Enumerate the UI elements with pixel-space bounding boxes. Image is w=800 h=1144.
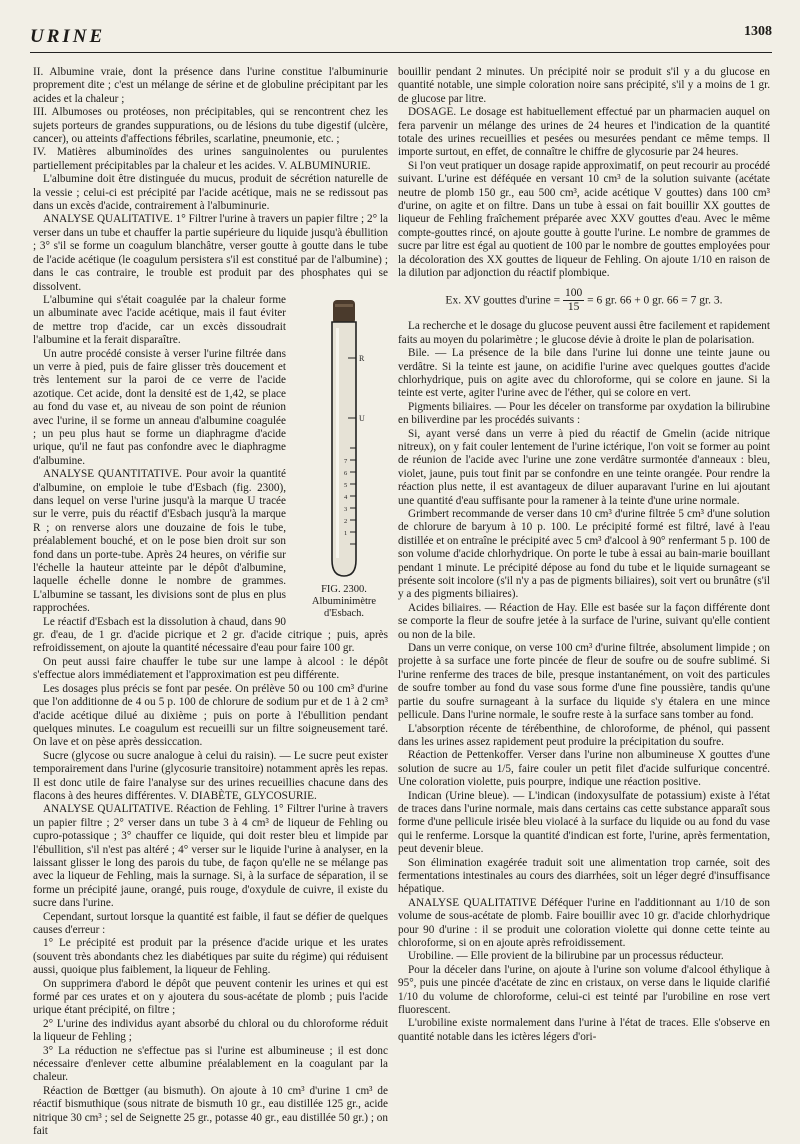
paragraph: III. Albumoses ou protéoses, non précipitables, qui se rencontrent chez les sujets porteurs de grandes suppurations, ou de lésions du tube digestif (ulcère, cancer), ou atteints d'affections fébriles, scarlatine, pneumonie, etc. ; (33, 106, 388, 146)
paragraph: L'absorption récente de térébenthine, de chloroforme, de phénol, qui passent dans les urines assez rapidement peut produire la précipitation du soufre. (398, 722, 770, 748)
right-column (398, 66, 770, 1138)
paragraph: La recherche et le dosage du glucose peuvent aussi être facilement et rapidement faits au moyen du polarimètre ; le glucose dévie à droite le plan de polarisation. (398, 320, 770, 346)
figure-caption: FIG. 2300. Albuminimètre d'Esbach. (311, 583, 377, 619)
paragraph: L'albumine doit être distinguée du mucus, produit de sécrétion naturelle de la vessie ; celui-ci est précipité par l'acide acétique, mais ne se redissout pas dans un excès d'acide, contrairement à l'albuminurie. (33, 173, 388, 213)
formula-prefix: Ex. XV gouttes d'urine = (445, 294, 561, 307)
paragraph: 3° La réduction ne s'effectue pas si l'urine est albumineuse ; il est donc nécessaire d'enlever cette albumine préalablement en la coagulant par la chaleur. (33, 1044, 388, 1084)
scale-label: 5 (344, 481, 348, 489)
paragraph: DOSAGE. Le dosage est habituellement effectué par un pharmacien auquel on fera parvenir un mélange des urines de 24 heures et l'indication de la quantité totale des urines recueillies et pesées ou mesurées pendant ce même temps. Il importe surtout, en effet, de connaître le chiffre de glycosurie par 24 heures. (398, 106, 770, 159)
scale-label: 7 (344, 457, 348, 465)
running-head: URINE (30, 26, 106, 47)
paragraph: Dans un verre conique, on verse 100 cm³ d'urine filtrée, absolument limpide ; on projette à sa surface une forte pincée de fleur de soufre ou de soufre sublimé. Si l'urine renferme des traces de bile, presque instantanément, on voit des particules de soufre tomber au fond du vase sous forme d'une fine poussière, tandis qu'une partie du soufre surnageant à la surface du liquide s'y étalera en une mince pellicule. Dans l'urine normale, le soufre reste à la surface sans tomber au fond. (398, 642, 770, 722)
paragraph: ANALYSE QUALITATIVE Déféquer l'urine en l'additionnant au 1/10 de son volume de sous-acétate de plomb. Faire bouillir avec 10 gr. d'acide chlorhydrique pour 90 d'urine : il se produit une coloration violette qui donne cette teinte au chloroforme, si on en ajoute après refroidissement. (398, 896, 770, 949)
glass-tube (332, 322, 356, 576)
tube-stopper (333, 300, 355, 324)
paragraph: 2° L'urine des individus ayant absorbé du chloral ou du chloroforme réduit la liqueur de Fehling ; (33, 1017, 388, 1044)
paragraph: Grimbert recommande de verser dans 10 cm³ d'urine filtrée 5 cm³ d'une solution de chlorure de baryum à 10 p. 100. Le précipité formé est filtré, lavé à l'eau distillée et on entraîne le précipité avec 5 cm³ d'alcool à 90° renfermant 5 p. 100 de son volume d'acide chlorhydrique. On porte le tube à essai au bain-marie bouillant pendant 1 minute. Le précipité dépose au fond du tube et le liquide surnageant se présente soit incolore (s'il n'y a pas de pigments biliaires), soit vert ou brunâtre (s'il y a des pigments biliaires). (398, 508, 770, 601)
paragraph: Pour la déceler dans l'urine, on ajoute à l'urine son volume d'alcool éthylique à 95°, puis une pincée d'acétate de zinc en cristaux, on verse dans le liquide clarifié 1/10 du volume de chloroforme, celui-ci est teinté par l'urobiline en rose vert fluorescent. (398, 963, 770, 1017)
paragraph: bouillir pendant 2 minutes. Un précipité noir se produit s'il y a du glucose en quantité notable, une simple coloration noire sans précipité, s'il y a moins de 1 gr. de glucose par litre. (398, 66, 770, 105)
scale-label: 4 (344, 493, 348, 501)
paragraph: Réaction de Pettenkoffer. Verser dans l'urine non albumineuse X gouttes d'une solution de sucre au 1/5, faire couler un petit filet d'acide sulfurique concentré. Une coloration violette, puis pourpre, indique une réaction positive. (398, 749, 770, 789)
paragraph: On supprimera d'abord le dépôt que peuvent contenir les urines et qui est formé par ces urates et on y ajoutera du sous-acétate de plomb ; puis l'acide urique étant précipité, on filtre ; (33, 977, 388, 1017)
paragraph: Son élimination exagérée traduit soit une alimentation trop carnée, soit des fermentations intestinales au cours des diarrhées, soit un léger degré d'insuffisance hépatique. (398, 856, 770, 896)
example-formula (398, 287, 770, 315)
paragraph: L'albumine qui s'était coagulée par la chaleur forme un albuminate avec l'acide acétique, mais il faut éviter de mettre trop d'acide, car un excès dissoudrait l'albumine et la ferait disparaître. (33, 293, 286, 347)
paragraph: 1° Le précipité est produit par la présence d'acide urique et les urates (souvent très abondants chez les diabétiques par suite du régime) qui réduisent aussi, quoique plus faiblement, la liqueur de Fehling. (33, 937, 388, 977)
formula-numerator: 100 (563, 287, 584, 301)
paragraph: Les dosages plus précis se font par pesée. On prélève 50 ou 100 cm³ d'urine que l'on additionne de 4 ou 5 p. 100 de chlorure de sodium pur et de 1 à 2 cm³ d'acide acétique dilué au dixième ; puis on porte à l'ébullition pendant quelques minutes. Le coagulum est recueilli sur un filtre soigneusement taré. On lave et on pèse après dessiccation. (33, 682, 388, 749)
paragraph: Acides biliaires. — Réaction de Hay. Elle est basée sur la façon différente dont se comporte la fleur de soufre jetée à la surface de l'urine, suivant qu'elle contient ou non de la bile. (398, 601, 770, 641)
paragraph: Le réactif d'Esbach est la dissolution à chaud, dans 90 gr. d'eau, de 1 gr. d'acide picrique et 2 gr. d'acide citrique ; puis, après refroidissement, on ajoute la quantité nécessaire d'eau pour faire 100 gr. (33, 615, 388, 655)
paragraph: Urobiline. — Elle provient de la bilirubine par un processus réducteur. (408, 950, 724, 963)
paragraph: On peut aussi faire chauffer le tube sur une lampe à alcool : le dépôt s'effectue alors immédiatement et l'approximation est peu différente. (33, 655, 388, 682)
paragraph: Sucre (glycose ou sucre analogue à celui du raisin). — Le sucre peut exister temporairement dans l'urine (glycosurie transitoire) notamment après les repas. Il est donc utile de faire l'analyse sur des urines recueillies chacune dans des flacons à des heures différentes. V. DIABÈTE, GLYCOSURIE. (33, 749, 388, 802)
paragraph: L'urobiline existe normalement dans l'urine à l'état de traces. Elle s'observe en quantité notable dans les ictères légers d'ori- (398, 1017, 770, 1043)
paragraph: Un autre procédé consiste à verser l'urine filtrée dans un verre à pied, puis de faire glisser très doucement et très lentement sur la paroi de ce verre de l'acide azotique. Cet acide, dont la densité est de 1,42, se place au fond du vase et, au niveau de son point de réunion avec l'urine, il se forme un anneau d'albumine coagulée ; un peu plus haut se forme un diaphragme d'acide urique, qu'il ne faut pas confondre avec le diaphragme d'albumine. (33, 347, 286, 467)
paragraph: Cependant, surtout lorsque la quantité est faible, il faut se défier de quelques causes d'erreur : (33, 910, 388, 936)
paragraph: ANALYSE QUANTITATIVE. Pour avoir la quantité d'albumine, on emploie le tube d'Esbach (fig. 2300), dans lequel on verse l'urine jusqu'à la marque U tracée sur le verre, puis du réactif d'Esbach jusqu'à la marque R ; on renverse alors une douzaine de fois le tube, préalablement bouché, et on le pose bien droit sur son fond dans un porte-tube. Après 24 heures, on vérifie sur l'échelle la hauteur atteinte par le dépôt d'albumine, laquelle échelle donne le nombre de grammes. L'albumine se tassant, les divisions sont de plus en plus rapprochées. (33, 468, 286, 615)
esbach-figure (294, 298, 388, 620)
mark-u: U (359, 413, 365, 423)
page-header (30, 22, 772, 53)
paragraph: Si, ayant versé dans un verre à pied du réactif de Gmelin (acide nitrique nitreux), on y fait couler lentement de l'urine ictérique, l'on voit se former au point de réunion de l'acide avec l'urine une zone verdâtre surmontée d'anneaux : bleu, violet, jaune, puis tout finit par se confondre en une teinte orangée. Pour rendre la réaction plus nette, il est avantageux de diluer auparavant l'urine en lui ajoutant une quantité d'eau suffisante pour la ramener à la teinte d'une urine normale. (398, 427, 770, 507)
scale-label: 3 (344, 505, 348, 513)
esbach-tube-illustration (322, 298, 366, 580)
paragraph: Si l'on veut pratiquer un dosage rapide approximatif, on peut recourir au procédé suivant. L'urine est déféquée en versant 10 cm³ de la solution suivante (acétate neutre de plomb 150 gr., eau 500 cm³, acide acétique V gouttes) dans 100 cm³ d'urine, on agite et on filtre. Dans un tube à essai on fait bouillir XX gouttes de liqueur de Fehling fraîchement préparée avec XXV gouttes d'eau. Avec le même compte-gouttes rincé, on ajoute goutte à goutte l'urine. Le nombre de grammes de sucre par litre est égal au quotient de 100 par le nombre de gouttes employées pour la décoloration des XX gouttes de liqueur de Fehling. On ajoute 1/10 en raison de la dilution par adjonction du réactif plombique. (398, 159, 770, 280)
page-number: 1308 (744, 24, 772, 39)
paragraph: Réaction de Bœttger (au bismuth). On ajoute à 10 cm³ d'urine 1 cm³ de réactif bismuthique (sous nitrate de bismuth 10 gr., eau distillée 125 gr., acide nitrique 30 cm³ ; sel de Seignette 25 gr., potasse 40 gr., eau distillée 50 gr.) ; on fait (33, 1084, 388, 1138)
formula-fraction (563, 287, 584, 315)
paragraph: IV. Matières albuminoïdes des urines sanguinolentes ou purulentes partiellement précipitables par la chaleur et les acides. V. ALBUMINURIE. (33, 146, 388, 172)
paragraph: ANALYSE QUALITATIVE. Réaction de Fehling. 1° Filtrer l'urine à travers un papier filtre ; 2° verser dans un tube 3 à 4 cm³ de liqueur de Fehling ou cupro-potassique ; 3° chauffer ce liquide, qui doit rester bleu et limpide par l'ébullition, s'il n'est pas altéré ; 4° verser sur le liquide l'urine à analyser, en la laissant glisser le long des parois du tube, de façon qu'elle ne se mélange pas avec la liqueur de Fehling, mais la surnage. Si, à la surface de séparation, il se forme un précipité jaune, orangé, puis rouge, d'oxydule de cuivre, il existe du sucre dans l'urine. (33, 803, 388, 910)
left-column (33, 66, 388, 1138)
paragraph: Indican (Urine bleue). — L'indican (indoxysulfate de potassium) existe à l'état de traces dans l'urine normale, mais dans certains cas cette substance apparaît sous forme d'une pellicule irisée bleu violacé à la surface du liquide ou au fond du vase qui le renferme. Lorsque la quantité d'indican est forte, l'urine, après fermentation, peut devenir bleue. (398, 789, 770, 856)
mark-r: R (359, 353, 365, 363)
paragraph: ANALYSE QUALITATIVE. 1° Filtrer l'urine à travers un papier filtre ; 2° la verser dans un tube et chauffer la partie supérieure du liquide jusqu'à ébullition ; 3° s'il se forme un coagulum blanchâtre, verser goutte à goutte dans le tube de l'acide acétique (le coagulum persistera s'il est constitué par de l'albumine) ; dans le cas contraire, le trouble est produit par des phosphates qui se dissolvent. (33, 213, 388, 293)
scale-label: 1 (344, 529, 348, 537)
paragraph: Bile. — La présence de la bile dans l'urine lui donne une teinte jaune ou verdâtre. Si la teinte est jaune, on acidifie l'urine avec quelques gouttes d'acide chlorhydrique, puis on agite avec du chloroforme, qui se colore en jaune. Si la teinte est verte, agiter l'urine avec de l'éther, qui se colore en vert. (398, 347, 770, 400)
paragraph: Pigments biliaires. — Pour les déceler on transforme par oxydation la bilirubine en biliverdine par les procédés suivants : (398, 400, 770, 427)
paragraph: II. Albumine vraie, dont la présence dans l'urine constitue l'albuminurie proprement dite ; c'est un mélange de sérine et de globuline précipitant par les acides et la chaleur ; (33, 66, 388, 105)
formula-result: = 6 gr. 66 + 0 gr. 66 = 7 gr. 3. (587, 294, 723, 307)
formula-denominator: 15 (567, 300, 580, 313)
scale-label: 2 (344, 517, 348, 525)
scale-label: 6 (344, 469, 348, 477)
